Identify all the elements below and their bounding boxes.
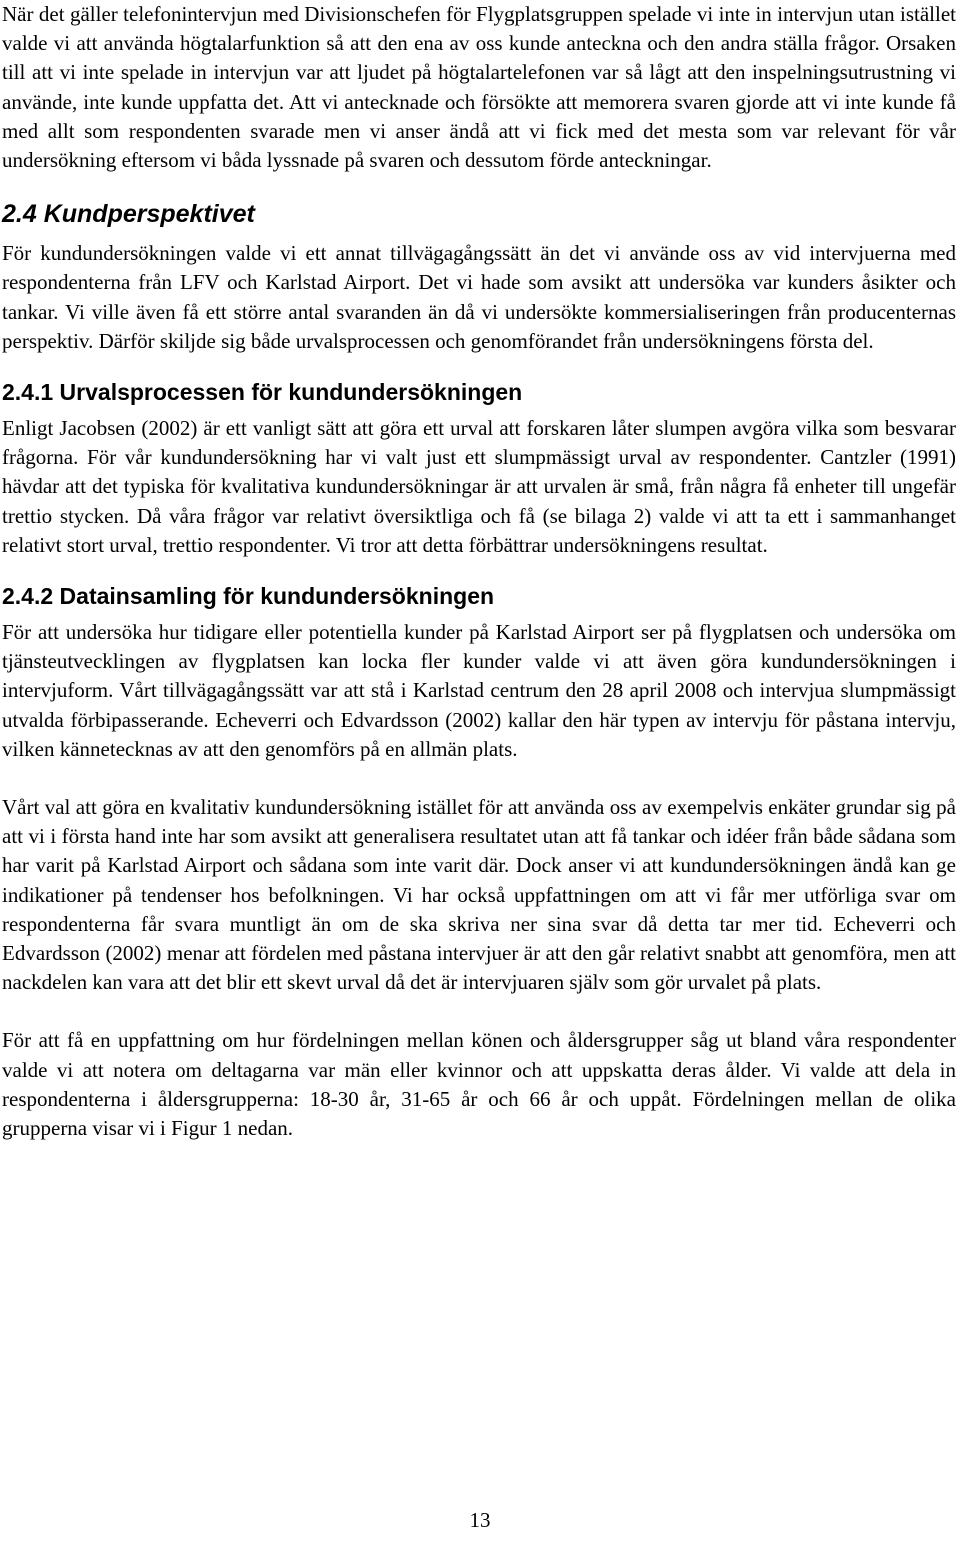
paragraph-customer-survey-approach: För kundundersökningen valde vi ett annat tillvägagångssätt än det vi använde oss av vid intervjuerna med respondenterna från LFV och Karlstad Airport. Det vi hade som avsikt att undersöka var kunders åsikter och tankar. Vi ville även få ett större antal svaranden än då vi undersökte kommersialiseringen från producenternas perspektiv. Därför skiljde sig både urvalsprocessen och genomförandet från undersökningens första del. [2,241,956,353]
paragraph-gender-age-distribution: För att få en uppfattning om hur fördelningen mellan könen och åldersgrupper såg ut bland våra respondenter valde vi att notera om deltagarna var män eller kvinnor och att uppskatta deras ålder. Vi valde att dela in respondenterna i åldersgrupperna: 18-30 år, 31-65 år och 66 år och uppåt. Fördelningen mellan de olika grupperna visar vi i Figur 1 nedan. [2,1028,956,1141]
section-heading-kundperspektivet: 2.4 Kundperspektivet [2,200,255,229]
paragraph-sampling: Enligt Jacobsen (2002) är ett vanligt sätt att göra ett urval att forskaren låter slumpen avgöra vilka som besvarar frågorna. För vår kundundersökning har vi valt just ett slumpmässigt urval av respondenter. Cantzler (1991) hävdar att det typiska för kvalitativa kundundersökningar är att urvalen är små, från några få enheter till ungefär trettio stycken. Då våra frågor var relativt översiktliga och få (se bilaga 2) valde vi att ta ett i sammanhanget relativt stort urval, trettio respondenter. Vi tror att detta förbättrar undersökningens resultat. [2,416,956,557]
subsection-heading-urvalsprocessen: 2.4.1 Urvalsprocessen för kundundersökningen [2,379,523,406]
paragraph-spacer [2,997,956,1026]
paragraph-spacer [2,764,956,793]
page-number: 13 [469,1508,491,1532]
paragraph-telephone-interview: När det gäller telefonintervjun med Divisionschefen för Flygplatsgruppen spelade vi inte in intervjun utan istället valde vi att använda högtalarfunktion så att den ena av oss kunde anteckna och den andra ställa frågor. Orsaken till att vi inte spelade in intervjun var att ljudet på högtalartelefonen var så lågt att den inspelningsutrustning vi använde, inte kunde uppfatta det. Att vi antecknade och försökte att memorera svaren gjorde att vi inte kunde få med allt som respondenten svarade men vi anser ändå att vi fick med det mesta som var relevant för vår undersökning eftersom vi båda lyssnade på svaren och dessutom förde anteckningar. [2,2,956,173]
paragraph-qualitative-choice: Vårt val att göra en kvalitativ kundundersökning istället för att använda oss av exempelvis enkäter grundar sig på att vi i första hand inte har som avsikt att generalisera resultatet utan att få tankar och idéer från både sådana som har varit på Karlstad Airport och sådana som inte varit där. Dock anser vi att kundundersökningen ändå kan ge indikationer på tendenser hos befolkningen. Vi har också uppfattningen om att vi får mer utförliga svar om respondenterna får svara muntligt än om de ska skriva ner sina svar då detta tar mer tid. Echeverri och Edvardsson (2002) menar att fördelen med påstana intervjuer är att den går relativt snabbt att genomföra, men att nackdelen kan vara att det blir ett skevt urval då det är intervjuaren själv som gör urvalet på plats. [2,795,956,995]
subsection-heading-datainsamling: 2.4.2 Datainsamling för kundundersökningen [2,583,495,610]
paragraph-data-collection: För att undersöka hur tidigare eller potentiella kunder på Karlstad Airport ser på flygplatsen och undersöka om tjänsteutvecklingen av flygplatsen kan locka fler kunder valde vi att även göra kundundersökningen i intervjuform. Vårt tillvägagångssätt var att stå i Karlstad centrum den 28 april 2008 och intervjua slumpmässigt utvalda förbipasserande. Echeverri och Edvardsson (2002) kallar den här typen av intervju för påstana intervju, vilken kännetecknas av att den genomförs på en allmän plats. [2,620,956,761]
